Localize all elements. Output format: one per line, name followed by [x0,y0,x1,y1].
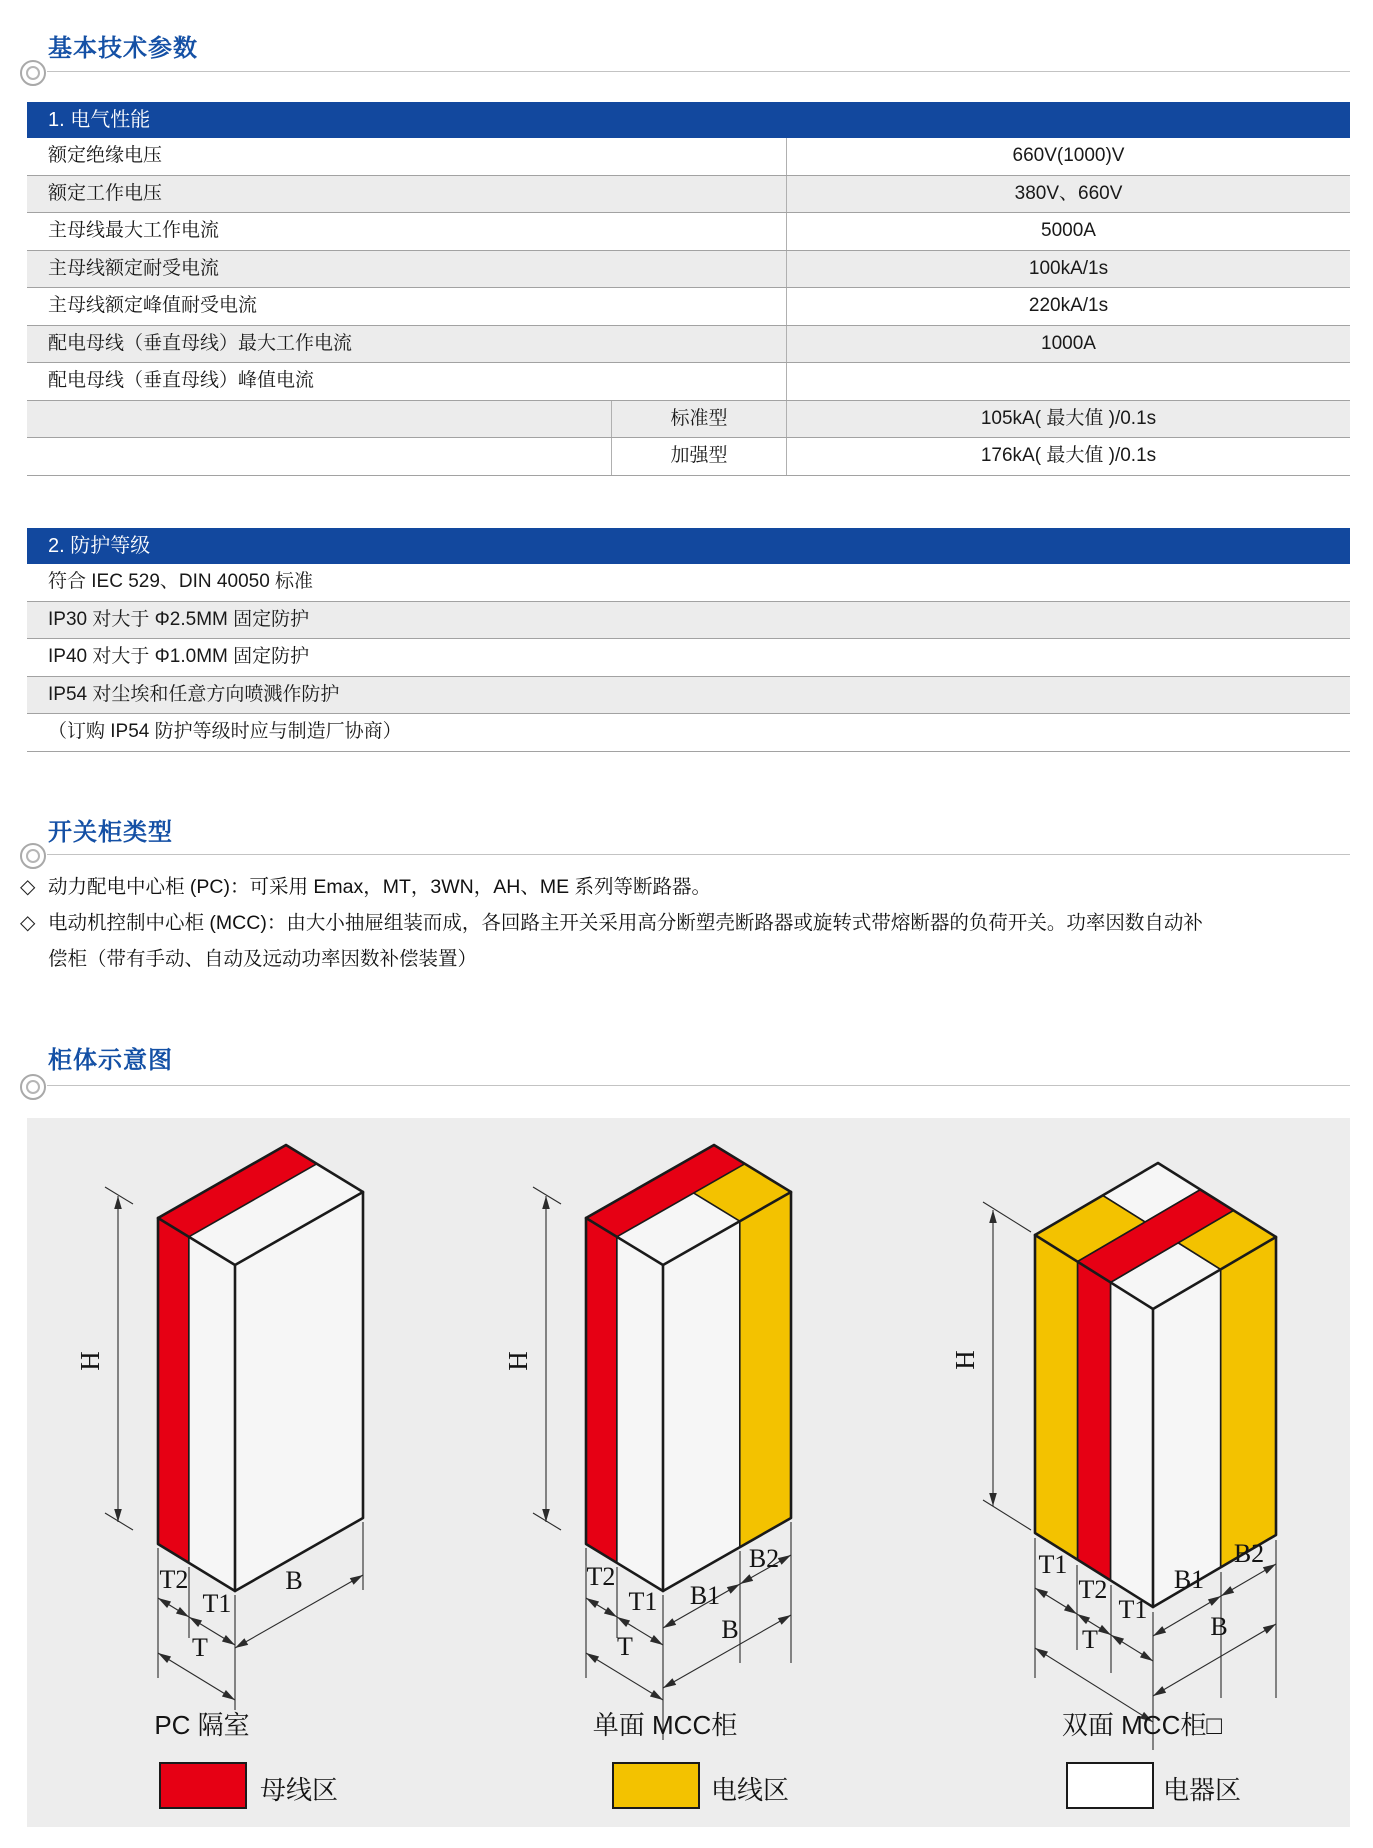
table-row [27,564,1350,602]
dim-label-h: H [950,1350,980,1370]
table-row [27,326,1350,364]
legend-swatch [1067,1763,1153,1808]
table-row [27,251,1350,289]
row-value: 1000A [1041,332,1096,354]
row-label: 配电母线（垂直母线）峰值电流 [27,363,787,400]
row-value: 100kA/1s [1028,257,1109,279]
subrow-value: 176kA( 最大值 )/0.1s [980,445,1157,466]
switchgear-type-list [20,869,1360,977]
row-label: 主母线最大工作电流 [27,213,787,250]
list-item-line2: 偿柜（带有手动、自动及远动功率因数补偿装置） [48,948,478,970]
diagram-label: B1 [1173,1565,1205,1594]
diagram-label: B2 [1233,1539,1265,1568]
diagram-label: B [285,1566,303,1595]
section-ring-inner [26,66,40,80]
row-value: 5000A [1041,220,1096,241]
diagram-label: B [721,1615,739,1644]
section-ring-icon [20,60,46,86]
legend-label: 母线区 [260,1775,339,1805]
legend-label: 电线区 [711,1775,790,1805]
row-value [787,363,1350,400]
diagram-label: B1 [689,1581,721,1610]
list-item-text: 动力配电中心柜 (PC)：可采用 Emax，MT，3WN，AH、ME 系列等断路器。 [48,876,712,898]
section-title-cabinet-diagram: 柜体示意图 [48,1047,173,1074]
section-title-switchgear-types: 开关柜类型 [48,819,173,846]
table-row [27,363,1350,401]
cabinet-caption-mcc-double: 双面 MCC柜□ [1061,1710,1223,1740]
table-row [27,714,1350,752]
diamond-bullet-icon: ◇ [20,912,36,934]
section-rule-line [47,71,1350,72]
table-row [27,677,1350,715]
row-label: 额定绝缘电压 [27,138,787,175]
cabinet-caption-mcc-single: 单面 MCC柜 [592,1710,738,1740]
row-label: 配电母线（垂直母线）最大工作电流 [27,326,787,363]
table-row [27,213,1350,251]
row-text: IP40 对大于 Φ1.0MM 固定防护 [48,646,310,667]
section-title-basic-parameters: 基本技术参数 [48,35,198,62]
diagram-label: T1 [1038,1550,1068,1579]
row-label: 主母线额定耐受电流 [27,251,787,288]
cabinet-diagram [27,1118,1350,1827]
table-subrow [27,438,1350,476]
dim-label-h: H [503,1351,533,1371]
row-value: 220kA/1s [1028,295,1109,316]
diagram-label: B2 [748,1544,780,1573]
diagram-label: T1 [628,1587,658,1616]
table1-header-bar: 1. 电气性能 [27,102,1350,138]
diagram-label: T [1082,1625,1098,1654]
subrow-type: 加强型 [612,438,787,475]
diagram-label: T2 [586,1562,616,1591]
row-text: IP30 对大于 Φ2.5MM 固定防护 [48,608,310,630]
diagram-label: B [1210,1612,1228,1641]
table-row [27,138,1350,176]
protection-level-table [27,528,1350,752]
table2-header-bar: 2. 防护等级 [27,528,1350,564]
electrical-performance-table [27,102,1350,476]
diagram-label: T2 [1078,1575,1108,1604]
legend-swatch [613,1763,699,1808]
row-text: （订购 IP54 防护等级时应与制造厂协商） [48,721,402,742]
row-text: 符合 IEC 529、DIN 40050 标准 [48,571,314,592]
row-label: 主母线额定峰值耐受电流 [27,288,787,325]
dim-label-h: H [75,1351,105,1371]
section-ring-inner [26,849,40,863]
diamond-bullet-icon: ◇ [20,876,36,898]
table-row [27,176,1350,214]
subrow-value: 105kA( 最大值 )/0.1s [980,407,1157,429]
diagram-label: T2 [159,1565,189,1594]
section-ring-inner [26,1080,40,1094]
cabinet-diagram-panel [27,1118,1350,1827]
diagram-label: T [192,1633,208,1662]
list-item-line1: 电动机控制中心柜 (MCC)：由大小抽屉组装而成，各回路主开关采用高分断塑壳断路器或旋转式带熔断器的负荷开关。功率因数自动补 [48,912,1203,934]
subrow-type: 标准型 [612,401,787,438]
row-label: 额定工作电压 [27,176,787,213]
section-rule-line [47,854,1350,855]
row-value: 380V、660V [1014,182,1123,204]
list-item [20,869,1360,905]
subrow-spacer [27,438,612,475]
section-ring-icon [20,1074,46,1100]
table-subrow [27,401,1350,439]
row-text: IP54 对尘埃和任意方向喷溅作防护 [48,683,340,705]
section-ring-icon [20,843,46,869]
cabinet-caption-pc: PC 隔室 [154,1710,250,1740]
diagram-label: T [617,1632,633,1661]
diagram-label: T1 [202,1589,232,1618]
list-item [20,905,1360,977]
table-row [27,288,1350,326]
table-row [27,639,1350,677]
legend-swatch [160,1763,246,1808]
subrow-spacer [27,401,612,438]
list-item-text [48,905,1360,977]
diagram-label: T1 [1118,1595,1148,1624]
legend-label: 电器区 [1163,1775,1242,1805]
section-rule-line [47,1085,1350,1086]
table-row [27,602,1350,640]
row-value: 660V(1000)V [1012,145,1125,166]
